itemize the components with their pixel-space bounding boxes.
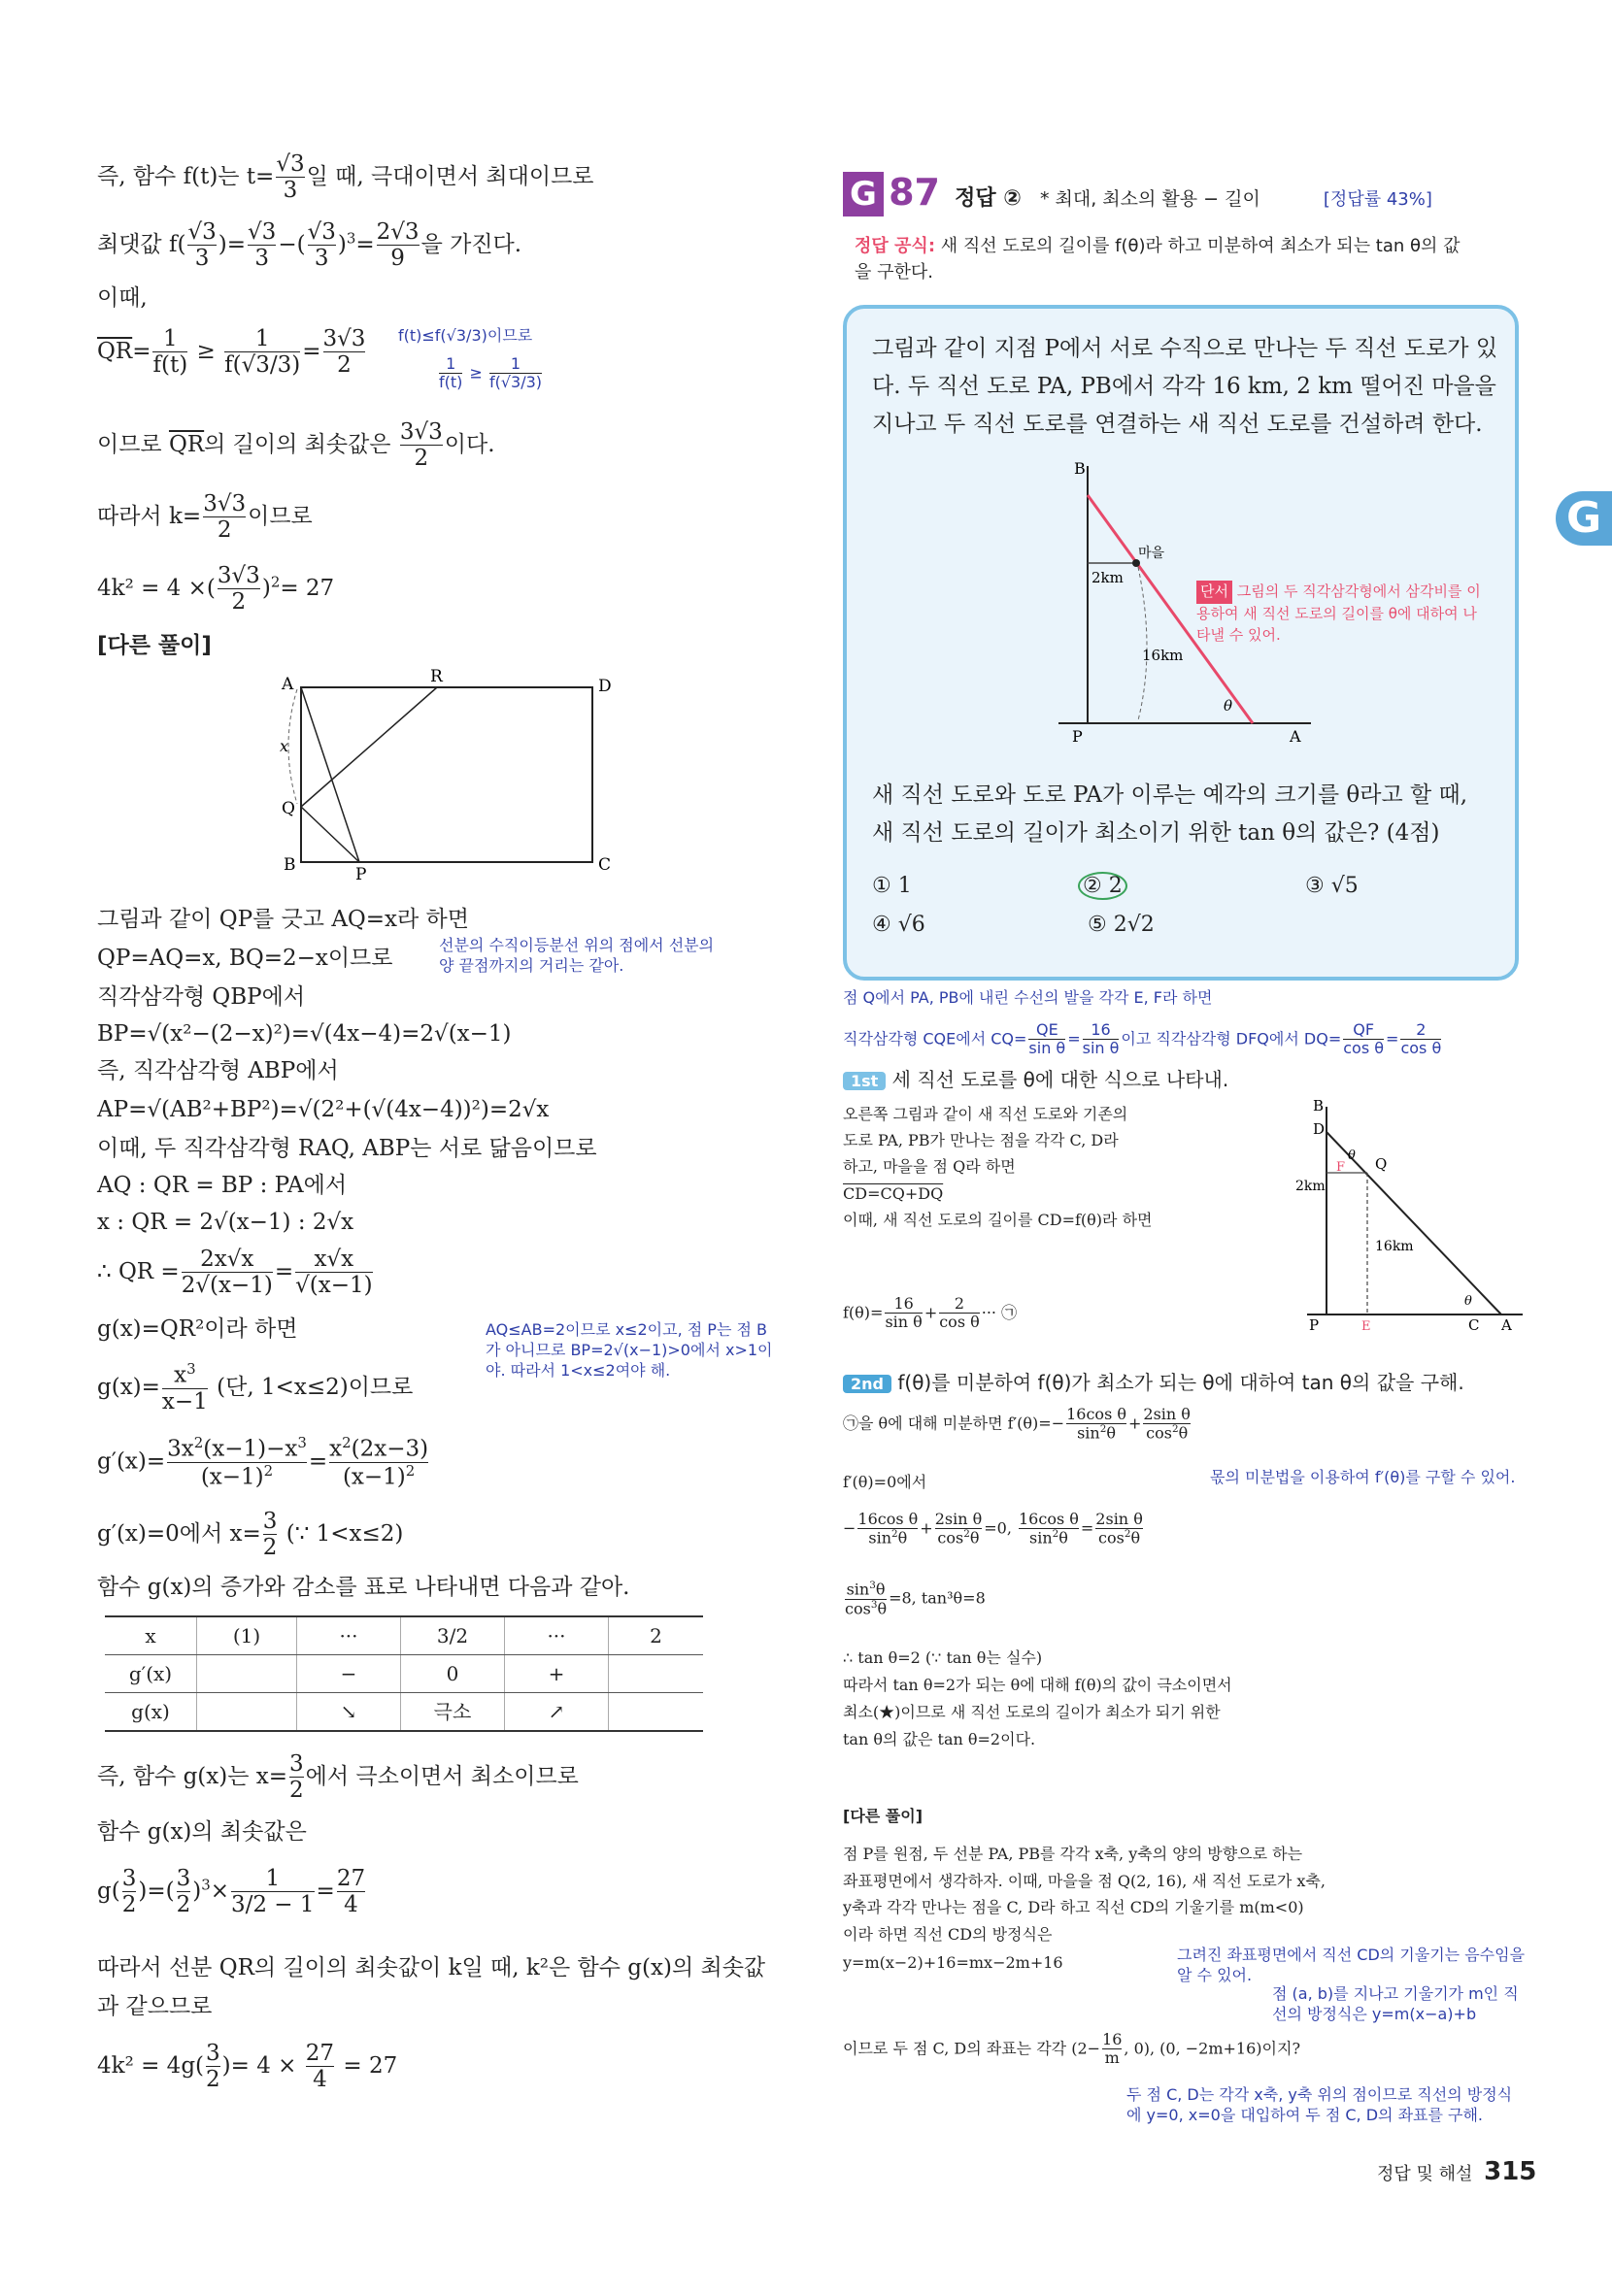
- label-x: x: [280, 737, 289, 755]
- page-number: 315: [1484, 2157, 1537, 2186]
- choice-1: ① 1: [872, 874, 912, 898]
- table-row: g′(x) − 0 +: [105, 1655, 703, 1693]
- label-q: Q: [282, 799, 295, 818]
- section-side-tab: G: [1556, 491, 1612, 546]
- line-g-min-label: 함수 g(x)의 최솟값은: [97, 1819, 307, 1845]
- label-c: C: [598, 855, 612, 875]
- label-b: B: [284, 855, 296, 875]
- label-theta-top: θ: [1348, 1148, 1356, 1163]
- label-village: 마을: [1138, 546, 1165, 561]
- problem-number: 87: [889, 171, 940, 214]
- alt-solution-right: 점 P를 원점, 두 선분 PA, PB를 각각 x축, y축의 양의 방향으로 하는 좌표평면에서 생각하자. 이때, 마을을 점 Q(2, 16), 새 직선 도로가 x축, y축과 각각 만나는 점을 C, D라 하고 직선 CD의 기울기를 m(m<0) 이라 하면 직선 CD의 방정식은 y=m(x−2)+16=mx−2m+16: [843, 1845, 1326, 1973]
- sign-table: [105, 1615, 703, 1732]
- line-qr-min: 이므로 $\overline{QR}$의 길이의 최솟값은 $\frac{3√3}{2}$ 이다.: [97, 419, 495, 472]
- label-e: E: [1361, 1319, 1371, 1334]
- label-f: F: [1336, 1160, 1346, 1175]
- label-d: D: [1313, 1120, 1326, 1138]
- derivative-zero-eq: − $\frac{\text{16cos θ}}{\sin^2\theta}$ + $\frac{\text{2sin θ}}{\cos^2\theta}$ =0, $\frac{\text{16cos θ}}{\sin^2\theta}$ = $\frac{\text{2sin θ}}{\cos^2\theta}$: [843, 1510, 1143, 1547]
- alt-line-6: AP=√(AB²+BP²)=√(2²+(√(4x−4))²)=2√x: [97, 1097, 550, 1122]
- choice-5: ⑤ 2√2: [1088, 913, 1155, 937]
- line-table-intro: 함수 g(x)의 증가와 감소를 표로 나타내면 다음과 같아.: [97, 1575, 630, 1600]
- step-1-body: 오른쪽 그림과 같이 새 직선 도로와 기존의 도로 PA, PB가 만나는 점을 각각 C, D라 하고, 마을을 점 Q라 하면 CD=CQ+DQ 이때, 새 직선 도로의 길이를 CD=f(θ)라 하면: [843, 1105, 1153, 1229]
- line-conclusion-1: 따라서 선분 QR의 길이의 최솟값이 k일 때, k²은 함수 g(x)의 최솟값: [97, 1955, 766, 1980]
- label-16km: 16km: [1142, 647, 1184, 664]
- footer: [1377, 2157, 1536, 2186]
- problem-statement: 그림과 같이 지점 P에서 서로 수직으로 만나는 두 직선 도로가 있 다. 두 직선 도로 PA, PB에서 각각 16 km, 2 km 떨어진 마을을 지나고 두 직선 도로를 연결하는 새 직선 도로를 건설하려 한다.: [872, 336, 1498, 438]
- correct-rate: [정답률 43%]: [1323, 189, 1432, 210]
- note-feet: 점 Q에서 PA, PB에 내린 수선의 발을 각각 E, F라 하면: [843, 988, 1213, 1007]
- annotation-perp-bisector: 선분의 수직이등분선 위의 점에서 선분의 양 끝점까지의 거리는 같아.: [439, 936, 715, 975]
- label-c: C: [1468, 1316, 1480, 1334]
- line-g-formula: g(x)= $\frac{x^3}{x-1}$ (단, 1<x≤2)이므로: [97, 1360, 414, 1415]
- alt-line-4: BP=√(x²−(2−x)²)=√(4x−4)=2√(x−1): [97, 1021, 512, 1047]
- coordinate-figure: [1295, 1097, 1530, 1334]
- f-theta-formula: f(θ)= $\frac{16}{\text{sin θ}}$ + $\frac{2}{\text{cos θ}}$ ··· ㉠: [843, 1294, 1018, 1332]
- footer-label: 정답 및 해설: [1377, 2164, 1473, 2184]
- annotation-domain: AQ≤AB=2이므로 x≤2이고, 점 P는 점 B가 아니므로 BP=2√(x−1)>0에서 x>1이야. 따라서 1<x≤2여야 해.: [486, 1320, 773, 1380]
- arc-x: [288, 689, 297, 804]
- label-a: A: [1501, 1316, 1512, 1334]
- line-g-prime: g′(x)= $\frac{3x^2(x-1)-x^3}{(x-1)^2}$ = $\frac{x^2(2x-3)}{(x-1)^2}$: [97, 1434, 429, 1490]
- section-badge: G: [843, 172, 884, 216]
- derivative-line: ㉠을 θ에 대해 미분하면 f′(θ)=− $\frac{\text{16cos θ}}{\sin^2\theta}$ + $\frac{\text{2sin θ}}{\cos^2\theta}$: [843, 1405, 1191, 1443]
- alt-line-g-def: g(x)=QR²이라 하면: [97, 1316, 298, 1342]
- choice-3: ③ √5: [1305, 874, 1359, 898]
- label-q: Q: [1375, 1155, 1388, 1173]
- problem-header: [843, 171, 1432, 216]
- line-conclusion-2: 과 같으므로: [97, 1994, 213, 2019]
- alt-line-1: 그림과 같이 QP를 긋고 AQ=x라 하면: [97, 907, 469, 932]
- label-2km: 2km: [1295, 1179, 1326, 1194]
- line-qr-formula: ∴ QR = $\frac{2x√x}{2√(x-1)}$ = $\frac{x√x}{√(x-1)}$: [97, 1247, 373, 1299]
- line-g-min-value: g( $\frac{3}{2}$ )=( $\frac{3}{2}$ )$^3$× $\frac{1}{3/2 - 1}$ = $\frac{27}{4}$: [97, 1866, 366, 1918]
- table-row: x (1) ··· 3/2 ··· 2: [105, 1616, 703, 1655]
- alt-line-2: QP=AQ=x, BQ=2−x이므로: [97, 946, 393, 971]
- annotation-f-ineq: f(t)≤f(√3/3)이므로: [398, 326, 533, 345]
- line-final-4k2: 4k² = 4g( $\frac{3}{2}$ )= 4 × $\frac{27}{4}$ = 27: [97, 2041, 398, 2093]
- label-2km: 2km: [1091, 569, 1124, 586]
- answer-label: 정답 ②: [955, 186, 1022, 211]
- line-g-min-at: 즉, 함수 g(x)는 x= $\frac{3}{2}$ 에서 극소이면서 최소이므로: [97, 1751, 579, 1804]
- annotation-point-slope: 점 (a, b)를 지나고 기울기가 m인 직선의 방정식은 y=m(x−a)+b: [1272, 1984, 1519, 2023]
- line-max-value: 최댓값 f( $\frac{√3}{3}$ )= $\frac{√3}{3}$ −( $\frac{√3}{3}$ )$^3$= $\frac{2√3}{9}$ 을 가진다.: [97, 219, 522, 272]
- label-a: A: [282, 675, 294, 694]
- answer-formula: 정답 공식: 새 직선 도로의 길이를 f(θ)라 하고 미분하여 최소가 되는 tan θ의 값을 구한다.: [855, 236, 1461, 283]
- tan-cubed-eq: $\frac{\sin^3\theta}{\cos^3\theta}$ =8, tan³θ=8: [845, 1580, 986, 1618]
- label-r: R: [430, 667, 443, 686]
- label-theta-bottom: θ: [1464, 1294, 1472, 1309]
- topic-label: * 최대, 최소의 활용 − 길이: [1039, 188, 1260, 210]
- label-b: B: [1074, 459, 1086, 478]
- step-2: 2nd f(θ)를 미분하여 f(θ)가 최소가 되는 θ에 대하여 tan θ의 값을 구해.: [843, 1367, 1464, 1395]
- line-max-t: 즉, 함수 f(t)는 t= $\frac{√3}{3}$ 일 때, 극대이면서 최대이므로: [97, 151, 594, 204]
- note-cq-dq: 직각삼각형 CQE에서 CQ= $\frac{QE}{\text{sin θ}}$ = $\frac{16}{\text{sin θ}}$ 이고 직각삼각형 DFQ에서 DQ= $\frac{QF}{\text{cos θ}}$ = $\frac{2}{\text{cos θ}}$: [843, 1020, 1442, 1058]
- choice-2: ② 2: [1078, 874, 1127, 898]
- line-qr-ineq: $\overline{QR}=$ $\frac{1}{f(t)}$ ≥ $\frac{1}{f(√3/3)}$ = $\frac{3√3}{2}$: [97, 326, 366, 379]
- tan-conclusion: ∴ tan θ=2 (∵ tan θ는 실수) 따라서 tan θ=2가 되는 θ에 대해 f(θ)의 값이 극소이면서 최소(★)이므로 새 직선 도로의 길이가 최소가 되기 위한 tan θ의 값은 tan θ=2이다.: [843, 1648, 1232, 1748]
- label-p: P: [355, 865, 367, 884]
- cd-coordinates: 이므로 두 점 C, D의 좌표는 각각 (2− $\frac{16}{m}$ , 0), (0, −2m+16)이지?: [843, 2030, 1301, 2068]
- alt-solution-heading: [다른 풀이]: [97, 633, 212, 658]
- label-p: P: [1309, 1316, 1320, 1334]
- step-1: 1st 세 직선 도로를 θ에 대한 식으로 나타내.: [843, 1064, 1228, 1092]
- alt-line-5: 즉, 직각삼각형 ABP에서: [97, 1058, 339, 1083]
- annotation-intercepts: 두 점 C, D는 각각 x축, y축 위의 점이므로 직선의 방정식에 y=0, x=0을 대입하여 두 점 C, D의 좌표를 구해.: [1126, 2085, 1513, 2124]
- alt-solution-heading-right: [다른 풀이]: [843, 1807, 924, 1825]
- label-theta: θ: [1224, 697, 1233, 715]
- label-b: B: [1313, 1097, 1325, 1115]
- alt-line-3: 직각삼각형 QBP에서: [97, 984, 306, 1010]
- table-row: g(x) ↘ 극소 ↗: [105, 1693, 703, 1732]
- derivative-zero-label: f′(θ)=0에서: [843, 1473, 927, 1491]
- line-k-value: 따라서 k= $\frac{3√3}{2}$ 이므로: [97, 491, 313, 544]
- annotation-negative-slope: 그려진 좌표평면에서 직선 CD의 기울기는 음수임을 알 수 있어.: [1177, 1946, 1526, 1984]
- label-p: P: [1072, 727, 1083, 746]
- annotation-reciprocal: $\frac{1}{f(t)}$ ≥ $\frac{1}{f(√3/3)}$: [439, 354, 543, 392]
- arc-16km: [1138, 567, 1147, 720]
- label-16km: 16km: [1375, 1239, 1414, 1254]
- rectangle-figure: [272, 667, 699, 884]
- rectangle-abcd: [301, 687, 592, 862]
- line-then: 이때,: [97, 285, 148, 311]
- label-d: D: [598, 677, 612, 696]
- alt-line-8: AQ : QR = BP : PA에서: [97, 1173, 348, 1198]
- problem-question: 새 직선 도로와 도로 PA가 이루는 예각의 크기를 θ라고 할 때, 새 직선 도로의 길이가 최소이기 위한 tan θ의 값은? (4점): [872, 782, 1468, 847]
- label-a: A: [1290, 727, 1301, 746]
- line-4k2: 4k² = 4 ×( $\frac{3√3}{2}$ )$^2$= 27: [97, 563, 335, 616]
- alt-line-9: x : QR = 2√(x−1) : 2√x: [97, 1210, 354, 1235]
- segment-ap: [301, 687, 359, 862]
- hint-annotation: 단서 그림의 두 직각삼각형에서 삼각비를 이용하여 새 직선 도로의 길이를 θ에 대하여 나타낼 수 있어.: [1196, 582, 1481, 644]
- alt-line-7: 이때, 두 직각삼각형 RAQ, ABP는 서로 닮음이므로: [97, 1136, 597, 1161]
- annotation-quotient-rule: 몫의 미분법을 이용하여 f′(θ)를 구할 수 있어.: [1210, 1468, 1516, 1486]
- line-g-prime-zero: g′(x)=0에서 x= $\frac{3}{2}$ (∵ 1<x≤2): [97, 1509, 404, 1561]
- choice-4: ④ √6: [872, 913, 925, 937]
